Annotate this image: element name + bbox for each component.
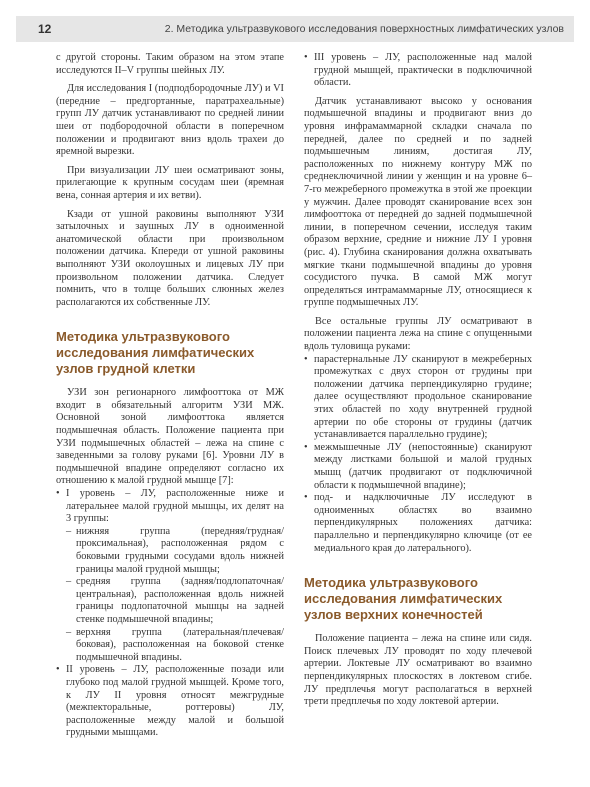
running-title: 2. Методика ультразвукового исследования поверхностных лимфатических узлов (164, 23, 564, 35)
section-heading: Методика ультразвукового исследования лимфатических узлов верхних конечностей (304, 575, 503, 623)
section-heading: Методика ультразвукового исследования лимфатических узлов грудной клетки (56, 329, 255, 377)
list-item: • под- и надключичные ЛУ исследуют в одноименных областях во взаимно перпендикулярных положениях датчика: параллельно и перпендикулярно ключице (от ее медиального края до латерального). (304, 492, 532, 555)
list-item: • межмышечные ЛУ (непостоянные) сканируют между листками большой и малой грудных мышц (датчик продвигают от подключичной области к подмышечной впадине); (304, 442, 532, 492)
list-item: – нижняя группа (передняя/грудная/проксимальная), расположенная рядом с боковыми грудными сосудами вдоль нижней границы малой грудной мышцы; (66, 526, 284, 576)
list-item-text: I уровень – ЛУ, расположенные ниже и латеральнее малой грудной мышцы, их делят на 3 группы: (66, 488, 284, 525)
list-item: • III уровень – ЛУ, расположенные над малой грудной мышцей, практически в подключичной области. (304, 52, 532, 90)
paragraph: Для исследования I (подподбородочные ЛУ) и VI (передние – предгортанные, паратрахеальные) групп ЛУ датчик устанавливают по средней линии шеи от подбородочной области в поперечном положении и продвигают вниз вдоль трахеи до яремной вырезки. (56, 83, 284, 158)
running-header (16, 16, 574, 42)
sub-list (66, 526, 284, 665)
page-number: 12 (38, 22, 52, 36)
list-item (56, 488, 284, 664)
right-column (304, 52, 532, 709)
left-column (56, 52, 284, 740)
paragraph: Датчик устанавливают высоко у основания подмышечной впадины и продвигают вниз до уровня инфрамаммарной складки сначала по передней, далее по средней и по задней подмышечным линиям, достигая ЛУ, расположенных по нижнему контуру МЖ по среднеключичной линии у женщин и на уровне 6–7-го межреберного промежутка в этой же проекции у мужчин. Далее проводят сканирование всех зон лимфооттока от передней до задней подмышечной линии, в поперечном сечении, исследуя таким образом верхние, средние и нижние ЛУ I уровня (рис. 4). Глубина сканирования должна охватывать мягкие ткани подмышечной впадины до уровня сосудистого пучка. В самой МЖ могут определяться интрамаммарные ЛУ, относящиеся к группе подмышечных ЛУ. (304, 95, 532, 309)
list-item: – верхняя группа (латеральная/плечевая/боковая), расположенная на боковой стенке подмышечной впадины. (66, 627, 284, 665)
paragraph: При визуализации ЛУ шеи осматривают зоны, прилегающие к крупным сосудам шеи (яремная вена, сонная артерия и их ветви). (56, 164, 284, 201)
list-item: • II уровень – ЛУ, расположенные позади или глубоко под малой грудной мышцей. Кроме того, к ЛУ II уровня относят межгрудные (межпекторальные, роттеровы) ЛУ, расположенные между малой и большой грудными мышцами. (56, 664, 284, 740)
lymph-node-list (304, 354, 532, 556)
paragraph: с другой стороны. Таким образом на этом этапе исследуются II–V группы шейных ЛУ. (56, 52, 284, 76)
paragraph: УЗИ зон регионарного лимфооттока от МЖ входит в обязательный алгоритм УЗИ МЖ. Основной зоной лимфооттока является подмышечная область. Положение пациента при УЗИ подмышечных областей – лежа на спине с заведенными за голову руками [6]. Уровни ЛУ в подмышечной впадине определяют согласно их отношению к малой грудной мышце [7]: (56, 387, 284, 487)
level-list (56, 488, 284, 740)
paragraph: Положение пациента – лежа на спине или сидя. Поиск плечевых ЛУ проводят по ходу плечевой артерии. Локтевые ЛУ осматривают во взаимно перпендикулярных плоскостях в локтевом сгибе. ЛУ предплечья могут располагаться в верхней трети предплечья по ходу локтевой артерии. (304, 633, 532, 708)
paragraph: Кзади от ушной раковины выполняют УЗИ затылочных и заушных ЛУ в одноименной анатомической области при произвольном положении датчика. Кпереди от ушной раковины выполняют УЗИ околоушных и лицевых ЛУ при произвольном положении датчика. Следует помнить, что в толще больших слюнных желез располагаются их собственные ЛУ. (56, 208, 284, 308)
list-item: • парастернальные ЛУ сканируют в межреберных промежутках с двух сторон от грудины при положении датчика перпендикулярно грудине; далее осуществляют продольное сканирование этих областей по ходу внутренней грудной артерии по обе стороны от грудины (датчик устанавливается параллельно грудине); (304, 354, 532, 442)
list-item: – средняя группа (задняя/подлопаточная/центральная), расположенная вдоль нижней границы подлопаточной мышцы на задней стенке подмышечной впадины; (66, 576, 284, 626)
level-list (304, 52, 532, 90)
paragraph: Все остальные группы ЛУ осматривают в положении пациента лежа на спине с опущенными вдоль туловища руками: (304, 315, 532, 353)
